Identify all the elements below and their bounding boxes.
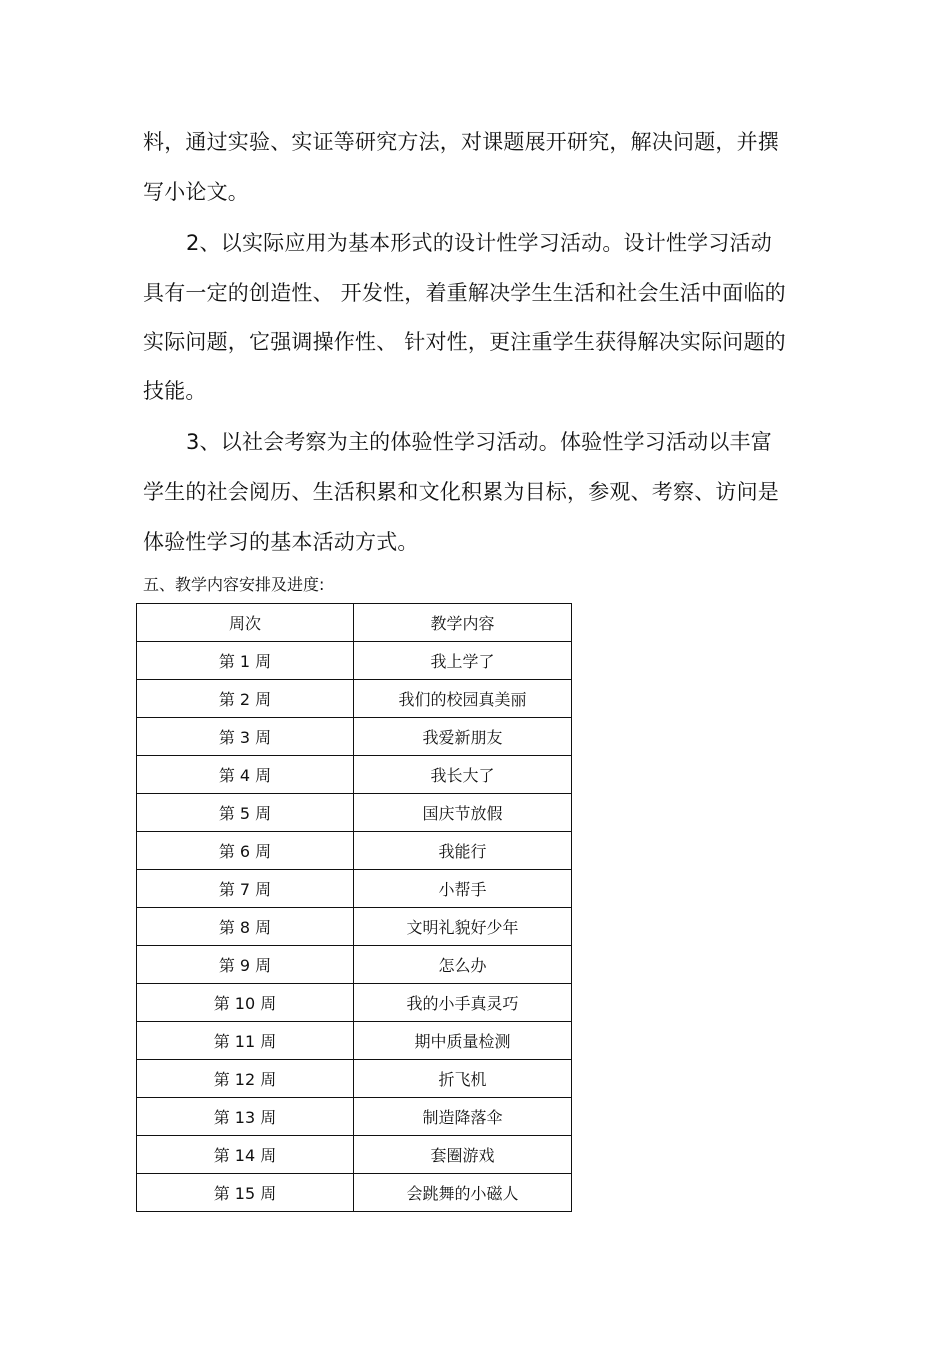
table-row [137, 1060, 572, 1098]
week-cell: 第 10 周 [137, 984, 354, 1022]
content-cell: 怎么办 [354, 946, 572, 984]
paragraph-line: 学生的社会阅历、生活积累和文化积累为目标，参观、考察、访问是 [143, 480, 779, 504]
paragraph-line: 具有一定的创造性、 开发性，着重解决学生生活和社会生活中面临的 [143, 281, 786, 305]
content-cell: 期中质量检测 [354, 1022, 572, 1060]
week-cell: 第 1 周 [137, 642, 354, 680]
week-cell: 第 6 周 [137, 832, 354, 870]
content-cell: 会跳舞的小磁人 [354, 1174, 572, 1212]
table-row [137, 1022, 572, 1060]
table-row [137, 680, 572, 718]
content-cell: 我能行 [354, 832, 572, 870]
column-header-week: 周次 [137, 604, 354, 642]
paragraph-line: 实际问题，它强调操作性、 针对性，更注重学生获得解决实际问题的 [143, 330, 786, 354]
content-cell: 小帮手 [354, 870, 572, 908]
table-header-row [137, 604, 572, 642]
table-row [137, 1136, 572, 1174]
table-row [137, 908, 572, 946]
week-cell: 第 2 周 [137, 680, 354, 718]
content-cell: 我们的校园真美丽 [354, 680, 572, 718]
week-cell: 第 14 周 [137, 1136, 354, 1174]
week-cell: 第 13 周 [137, 1098, 354, 1136]
paragraph-line: 写小论文。 [143, 180, 249, 204]
section-heading: 五、教学内容安排及进度: [143, 575, 325, 594]
week-cell: 第 9 周 [137, 946, 354, 984]
paragraph-line: 体验性学习的基本活动方式。 [143, 530, 419, 554]
week-cell: 第 4 周 [137, 756, 354, 794]
paragraph-line: 技能。 [143, 379, 207, 403]
table-row [137, 832, 572, 870]
paragraph-line: 2、以实际应用为基本形式的设计性学习活动。设计性学习活动 [186, 231, 772, 255]
paragraph-line: 3、以社会考察为主的体验性学习活动。体验性学习活动以丰富 [186, 430, 772, 454]
week-cell: 第 12 周 [137, 1060, 354, 1098]
week-cell: 第 7 周 [137, 870, 354, 908]
table-row [137, 984, 572, 1022]
week-cell: 第 5 周 [137, 794, 354, 832]
table-row [137, 946, 572, 984]
content-cell: 国庆节放假 [354, 794, 572, 832]
content-cell: 我爱新朋友 [354, 718, 572, 756]
table-row [137, 756, 572, 794]
content-cell: 我上学了 [354, 642, 572, 680]
week-cell: 第 15 周 [137, 1174, 354, 1212]
table-row [137, 870, 572, 908]
content-cell: 制造降落伞 [354, 1098, 572, 1136]
content-cell: 我的小手真灵巧 [354, 984, 572, 1022]
table-row [137, 642, 572, 680]
week-cell: 第 8 周 [137, 908, 354, 946]
schedule-table [136, 603, 572, 1212]
table-row [137, 718, 572, 756]
content-cell: 文明礼貌好少年 [354, 908, 572, 946]
week-cell: 第 3 周 [137, 718, 354, 756]
table-row [137, 1174, 572, 1212]
content-cell: 套圈游戏 [354, 1136, 572, 1174]
table-row [137, 1098, 572, 1136]
week-cell: 第 11 周 [137, 1022, 354, 1060]
table-row [137, 794, 572, 832]
paragraph-line: 料，通过实验、实证等研究方法，对课题展开研究，解决问题，并撰 [143, 130, 779, 154]
column-header-content: 教学内容 [354, 604, 572, 642]
content-cell: 我长大了 [354, 756, 572, 794]
content-cell: 折飞机 [354, 1060, 572, 1098]
